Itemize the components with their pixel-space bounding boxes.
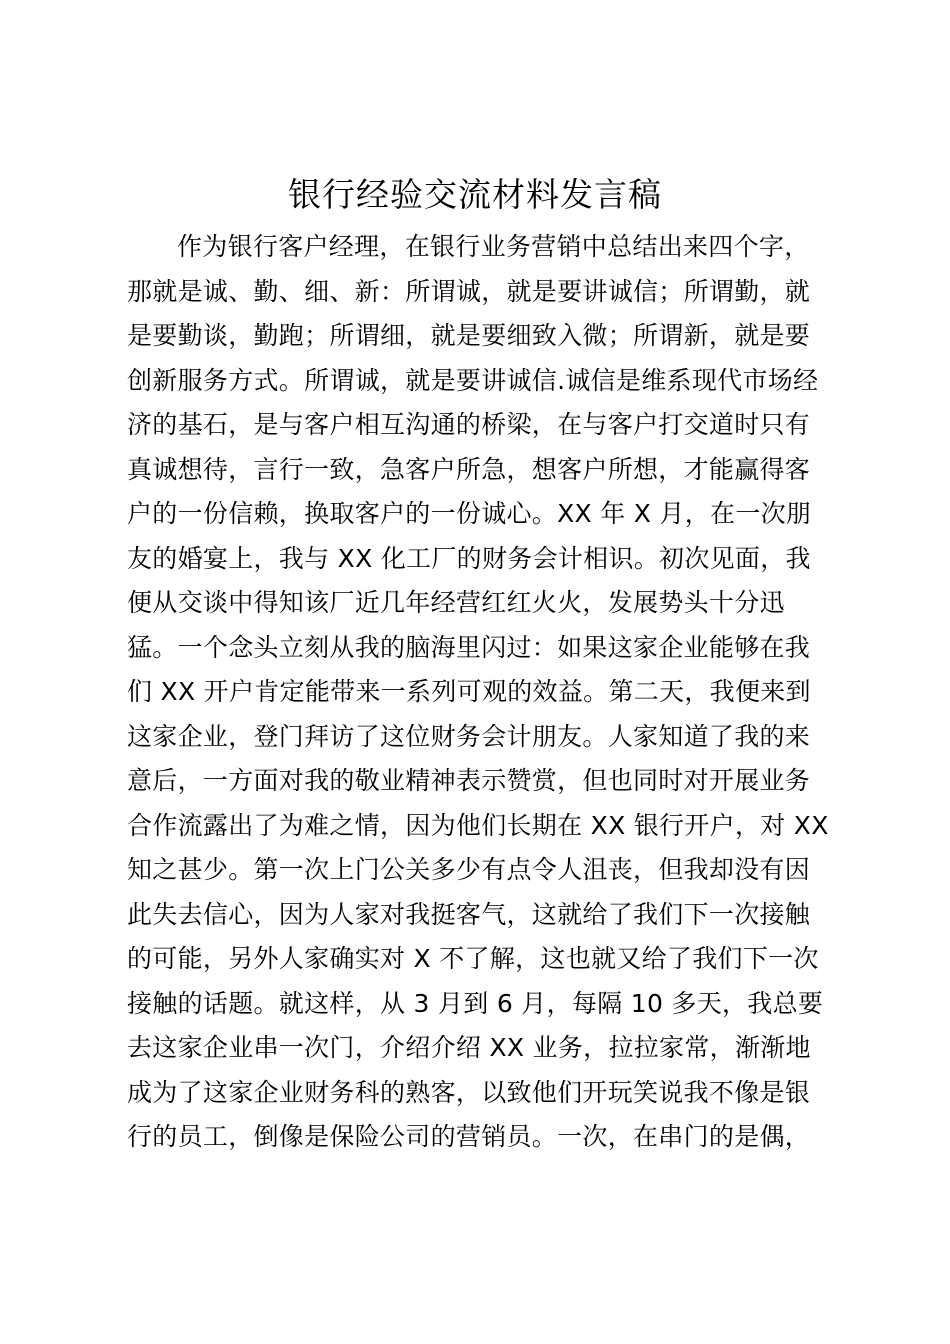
paragraph-line: 知之甚少。第一次上门公关多少有点令人沮丧，但我却没有因 — [127, 855, 811, 884]
paragraph-line: 是要勤谈，勤跑；所谓细，就是要细致入微；所谓新，就是要 — [127, 321, 811, 350]
document-title: 银行经验交流材料发言稿 — [288, 175, 662, 214]
paragraph-line: 行的员工，倒像是保险公司的营销员。一次，在串门的是偶， — [127, 1122, 811, 1151]
paragraph-line: 这家企业，登门拜访了这位财务会计朋友。人家知道了我的来 — [127, 721, 811, 751]
paragraph-line: 去这家企业串一次门，介绍介绍 XX 业务，拉拉家常，渐渐地 — [127, 1033, 811, 1062]
paragraph-line: 成为了这家企业财务科的熟客，以致他们开玩笑说我不像是银 — [127, 1077, 811, 1107]
paragraph-line: 友的婚宴上，我与 XX 化工厂的财务会计相识。初次见面，我 — [127, 543, 811, 573]
paragraph-line: 创新服务方式。所谓诚，就是要讲诚信.诚信是维系现代市场经 — [127, 365, 819, 395]
paragraph-line: 此失去信心，因为人家对我挺客气，这就给了我们下一次接触 — [127, 899, 811, 929]
document-body — [127, 225, 847, 1160]
paragraph-line: 猛。一个念头立刻从我的脑海里闪过：如果这家企业能够在我 — [127, 632, 811, 662]
paragraph-line: 济的基石，是与客户相互沟通的桥梁，在与客户打交道时只有 — [127, 410, 811, 439]
paragraph-line: 的可能，另外人家确实对 X 不了解，这也就又给了我们下一次 — [127, 944, 819, 973]
paragraph-line: 们 XX 开户肯定能带来一系列可观的效益。第二天，我便来到 — [127, 677, 811, 706]
paragraph-line: 意后，一方面对我的敬业精神表示赞赏，但也同时对开展业务 — [127, 766, 811, 795]
paragraph-line: 合作流露出了为难之情，因为他们长期在 XX 银行开户，对 XX — [127, 810, 829, 840]
paragraph-line: 真诚想待，言行一致，急客户所急，想客户所想，才能赢得客 — [127, 454, 811, 484]
paragraph-line: 作为银行客户经理，在银行业务营销中总结出来四个字， — [177, 232, 810, 261]
paragraph-line: 那就是诚、勤、细、新：所谓诚，就是要讲诚信；所谓勤，就 — [127, 276, 811, 306]
paragraph-line: 便从交谈中得知该厂近几年经营红红火火，发展势头十分迅 — [127, 588, 785, 617]
paragraph-line: 接触的话题。就这样，从 3 月到 6 月，每隔 10 多天，我总要 — [127, 988, 824, 1018]
paragraph-line: 户的一份信赖，换取客户的一份诚心。XX 年 X 月，在一次朋 — [127, 499, 812, 528]
